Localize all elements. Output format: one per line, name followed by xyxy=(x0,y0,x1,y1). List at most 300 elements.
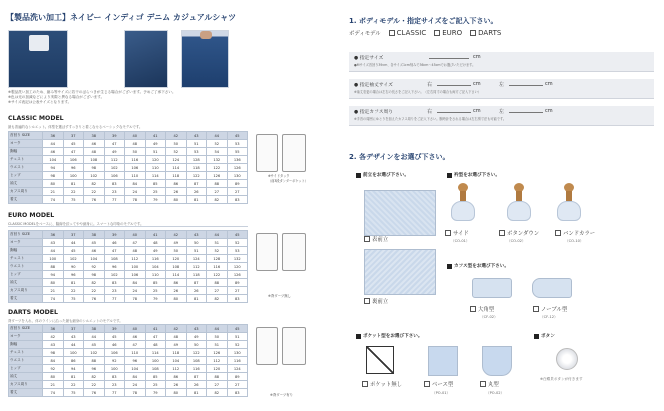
pocket-image-round xyxy=(482,346,512,376)
row-header-cell: 袖丈 xyxy=(9,279,43,287)
shirt-photo-folded xyxy=(8,30,68,88)
size-cell: 21 xyxy=(43,188,64,196)
size-cell: 120 xyxy=(145,156,166,164)
size-cell: 36 xyxy=(43,231,64,239)
size-cell: 50 xyxy=(186,239,207,247)
size-cell: 40 xyxy=(125,132,146,140)
size-cell: 132 xyxy=(227,255,248,263)
table-row xyxy=(9,333,248,341)
size-cell: 94 xyxy=(43,271,64,279)
size-cell: 41 xyxy=(145,231,166,239)
size-cell: 76 xyxy=(84,295,105,303)
row-header-cell: ヨーク xyxy=(9,239,43,247)
bar-label: ● 指定袖丈サイズ xyxy=(354,83,393,88)
size-cell: 51 xyxy=(145,148,166,156)
size-cell: 110 xyxy=(145,164,166,172)
size-cell: 44 xyxy=(207,325,228,333)
table-row xyxy=(9,156,248,164)
size-cell: 100 xyxy=(63,172,84,180)
size-cell: 88 xyxy=(207,279,228,287)
size-cell: 45 xyxy=(84,239,105,247)
table-row xyxy=(9,140,248,148)
checkbox-icon xyxy=(480,381,486,387)
size-cell: 84 xyxy=(43,357,64,365)
size-cell: 132 xyxy=(207,156,228,164)
model-title-darts: DARTS MODEL xyxy=(8,309,58,316)
model-option-euro[interactable]: EURO xyxy=(434,29,462,37)
sleeve-input-bar[interactable]: ● 指定袖丈サイズ 右 cm 左 cm ※袖丈変更の場合は左右の長さをご記入下さい。（左右同寸の場合も両方ご記入下さい） xyxy=(349,79,654,99)
size-cell: 47 xyxy=(125,341,146,349)
row-header-cell: ヨーク xyxy=(9,333,43,341)
size-cell: 22 xyxy=(63,188,84,196)
size-cell: 80 xyxy=(43,180,64,188)
shirt-sketch-back xyxy=(282,233,306,271)
checkbox-icon xyxy=(470,30,476,36)
size-cell: 116 xyxy=(145,255,166,263)
size-cell: 78 xyxy=(125,295,146,303)
no-pocket-icon xyxy=(366,346,394,374)
size-cell: 52 xyxy=(207,140,228,148)
row-header-cell: 袖丈 xyxy=(9,373,43,381)
size-cell: 47 xyxy=(145,333,166,341)
cuff-label: カフス型をお選び下さい。 xyxy=(447,263,509,269)
size-cell: 88 xyxy=(43,263,64,271)
size-cell: 41 xyxy=(145,132,166,140)
notes xyxy=(8,90,338,105)
size-cell: 49 xyxy=(166,341,187,349)
checkbox-icon xyxy=(470,306,476,312)
size-cell: 46 xyxy=(125,333,146,341)
size-cell: 86 xyxy=(166,279,187,287)
collar-option-band[interactable]: バンドカラー xyxy=(555,229,595,237)
size-cell: 84 xyxy=(125,279,146,287)
size-cell: 83 xyxy=(104,373,125,381)
pocket-option-none[interactable]: ポケット無し xyxy=(362,380,402,388)
checkbox-icon xyxy=(362,381,368,387)
row-header-cell: 胸幅 xyxy=(9,247,43,255)
size-cell: 75 xyxy=(63,389,84,397)
size-cell: 108 xyxy=(104,255,125,263)
size-cell: 52 xyxy=(227,341,248,349)
table-row xyxy=(9,180,248,188)
size-cell: 92 xyxy=(43,365,64,373)
size-cell: 120 xyxy=(207,365,228,373)
size-cell: 48 xyxy=(84,148,105,156)
table-row xyxy=(9,349,248,357)
size-cell: 82 xyxy=(84,180,105,188)
size-cell: 82 xyxy=(207,196,228,204)
size-cell: 41 xyxy=(145,325,166,333)
size-cell: 24 xyxy=(125,287,146,295)
shirt-sketch-back xyxy=(282,327,306,365)
body-model-label: ボディモデル xyxy=(349,31,381,37)
checkbox-icon xyxy=(364,236,370,242)
cuff-image-noble xyxy=(532,278,572,298)
square-bullet-icon xyxy=(447,264,452,269)
size-cell: 51 xyxy=(207,239,228,247)
row-header-cell: チェスト xyxy=(9,255,43,263)
size-cell: 22 xyxy=(63,287,84,295)
size-cell: 118 xyxy=(186,271,207,279)
table-row xyxy=(9,172,248,180)
size-cell: 49 xyxy=(166,239,187,247)
model-desc-euro: CLASSIC MODELをベースに、脇線を絞ってやや細身に。スマートな印象のモデルです。 xyxy=(8,222,144,226)
pocket-label: ポケット型をお選び下さい。 xyxy=(356,333,423,339)
size-cell: 45 xyxy=(84,341,105,349)
model-option-darts[interactable]: DARTS xyxy=(470,29,501,37)
pocket-option-base[interactable]: ベース型 xyxy=(424,380,453,388)
row-header-cell: カフス周り xyxy=(9,188,43,196)
size-cell: 21 xyxy=(43,287,64,295)
size-cell: 21 xyxy=(43,381,64,389)
placket-option-back[interactable]: 裏前立 xyxy=(364,297,388,305)
size-cell: 100 xyxy=(104,365,125,373)
cuff-image-square xyxy=(472,278,512,298)
size-cell: 96 xyxy=(125,357,146,365)
shirt-photo-model xyxy=(181,30,229,88)
size-cell: 118 xyxy=(186,164,207,172)
size-cell: 84 xyxy=(125,373,146,381)
size-cell: 87 xyxy=(186,279,207,287)
row-header-cell: ヨーク xyxy=(9,140,43,148)
size-cell: 81 xyxy=(186,295,207,303)
size-cell: 92 xyxy=(104,357,125,365)
size-cell: 78 xyxy=(125,389,146,397)
size-cell: 45 xyxy=(63,140,84,148)
size-cell: 83 xyxy=(227,196,248,204)
size-cell: 26 xyxy=(166,381,187,389)
size-cell: 43 xyxy=(43,341,64,349)
size-cell: 124 xyxy=(186,255,207,263)
size-cell: 38 xyxy=(84,325,105,333)
size-cell: 42 xyxy=(166,231,187,239)
size-cell: 27 xyxy=(207,381,228,389)
model-title-classic: CLASSIC MODEL xyxy=(8,115,64,122)
square-bullet-icon xyxy=(356,334,361,339)
size-cell: 44 xyxy=(43,140,64,148)
product-title: 【製品洗い加工】ネイビー インディゴ デニム カジュアルシャツ xyxy=(6,13,237,22)
note-line: ※サイズ表記は公表サイズとなります。 xyxy=(8,100,72,104)
size-cell: 37 xyxy=(63,325,84,333)
size-cell: 106 xyxy=(63,156,84,164)
size-table-euro xyxy=(8,230,248,303)
size-cell: 27 xyxy=(227,188,248,196)
row-header-cell: ウエスト xyxy=(9,164,43,172)
size-cell: 128 xyxy=(186,156,207,164)
size-cell: 51 xyxy=(186,140,207,148)
row-header-cell: ヒップ xyxy=(9,271,43,279)
cuff-input-bar[interactable]: ● 指定カフス周り 右 cm 左 cm ※手首の周囲にゆとりを加えたカフス周りをご記入下さい。腕時計をされる場合は左右別寸法も可能です。 xyxy=(349,106,654,126)
size-cell: 27 xyxy=(207,188,228,196)
size-cell: 88 xyxy=(207,180,228,188)
size-cell: 92 xyxy=(84,263,105,271)
size-cell: 43 xyxy=(186,231,207,239)
size-cell: 122 xyxy=(207,271,228,279)
table-row xyxy=(9,188,248,196)
size-cell: 24 xyxy=(125,188,146,196)
size-cell: 75 xyxy=(63,196,84,204)
pocket-image-base xyxy=(428,346,458,376)
size-cell: 102 xyxy=(63,255,84,263)
size-cell: 126 xyxy=(207,349,228,357)
size-cell: 88 xyxy=(84,357,105,365)
size-cell: 116 xyxy=(227,357,248,365)
shirt-note-darts: ※背ダーツ有り xyxy=(270,393,294,397)
size-cell: 112 xyxy=(125,255,146,263)
size-cell: 126 xyxy=(207,172,228,180)
size-cell: 51 xyxy=(186,247,207,255)
size-cell: 46 xyxy=(84,140,105,148)
size-cell: 106 xyxy=(104,172,125,180)
size-cell: 23 xyxy=(104,188,125,196)
size-cell: 98 xyxy=(43,349,64,357)
size-cell: 45 xyxy=(63,247,84,255)
table-row xyxy=(9,325,248,333)
row-header-cell: 首回り SIZE xyxy=(9,325,43,333)
size-cell: 50 xyxy=(166,247,187,255)
size-cell: 25 xyxy=(145,287,166,295)
size-cell: 130 xyxy=(227,349,248,357)
table-row xyxy=(9,196,248,204)
size-cell: 128 xyxy=(207,255,228,263)
fabric-swatch xyxy=(364,190,436,236)
table-row xyxy=(9,357,248,365)
size-cell: 26 xyxy=(186,287,207,295)
size-cell: 45 xyxy=(227,231,248,239)
size-cell: 98 xyxy=(84,271,105,279)
size-cell: 102 xyxy=(84,349,105,357)
table-row xyxy=(9,389,248,397)
table-row xyxy=(9,148,248,156)
size-cell: 136 xyxy=(227,156,248,164)
size-cell: 27 xyxy=(227,381,248,389)
size-cell: 104 xyxy=(43,156,64,164)
size-cell: 124 xyxy=(227,365,248,373)
table-row xyxy=(9,239,248,247)
section-1-title: 1. ボディモデル・指定サイズをご記入下さい。 xyxy=(349,17,498,25)
size-cell: 47 xyxy=(104,247,125,255)
size-cell: 79 xyxy=(145,295,166,303)
size-cell: 96 xyxy=(84,365,105,373)
size-cell: 112 xyxy=(104,156,125,164)
size-cell: 114 xyxy=(145,349,166,357)
size-cell: 50 xyxy=(166,140,187,148)
size-cell: 112 xyxy=(166,365,187,373)
size-cell: 49 xyxy=(145,247,166,255)
size-cell: 74 xyxy=(43,295,64,303)
size-cell: 96 xyxy=(63,271,84,279)
size-cell: 124 xyxy=(166,156,187,164)
shell-button-icon xyxy=(556,348,578,370)
size-cell: 104 xyxy=(125,365,146,373)
size-cell: 110 xyxy=(145,271,166,279)
collar-label: 衿型をお選び下さい。 xyxy=(447,172,500,178)
table-row xyxy=(9,255,248,263)
size-cell: 80 xyxy=(43,279,64,287)
table-row xyxy=(9,231,248,239)
shirt-note-euro: ※背ダーツ無し xyxy=(268,294,292,298)
size-cell: 48 xyxy=(125,247,146,255)
size-cell: 52 xyxy=(166,148,187,156)
size-cell: 51 xyxy=(227,333,248,341)
table-row xyxy=(9,271,248,279)
table-row xyxy=(9,381,248,389)
size-cell: 44 xyxy=(84,333,105,341)
size-cell: 44 xyxy=(43,247,64,255)
size-cell: 77 xyxy=(104,389,125,397)
size-cell: 42 xyxy=(43,333,64,341)
shirt-sketch-front xyxy=(256,327,278,365)
size-cell: 108 xyxy=(186,357,207,365)
size-cell: 39 xyxy=(104,325,125,333)
button-label: ボタン xyxy=(534,333,555,339)
size-cell: 94 xyxy=(43,164,64,172)
collar-option-buttondown[interactable]: ボタンダウン xyxy=(499,229,539,237)
size-cell: 44 xyxy=(207,231,228,239)
row-header-cell: カフス周り xyxy=(9,287,43,295)
size-cell: 36 xyxy=(43,325,64,333)
size-cell: 122 xyxy=(186,349,207,357)
bar-label: ● 指定カフス周り xyxy=(354,110,394,115)
size-cell: 85 xyxy=(145,373,166,381)
row-header-cell: チェスト xyxy=(9,156,43,164)
size-cell: 96 xyxy=(104,263,125,271)
size-cell: 100 xyxy=(125,263,146,271)
unit-cm: cm xyxy=(473,54,481,60)
cuff-option-square[interactable]: 大角型 xyxy=(470,305,494,313)
button-note: ※白蝶貝ボタンが付きます xyxy=(540,377,583,381)
row-header-cell: 首回り SIZE xyxy=(9,132,43,140)
size-cell: 43 xyxy=(63,333,84,341)
size-cell: 81 xyxy=(63,180,84,188)
size-cell: 100 xyxy=(63,349,84,357)
body-model-selector xyxy=(349,29,501,37)
size-cell: 48 xyxy=(145,341,166,349)
size-cell: 104 xyxy=(166,357,187,365)
size-cell: 89 xyxy=(227,279,248,287)
size-cell: 36 xyxy=(43,132,64,140)
size-cell: 37 xyxy=(63,132,84,140)
size-cell: 77 xyxy=(104,196,125,204)
placket-option-front[interactable]: 表前立 xyxy=(364,235,388,243)
note-line: ※色は光の加減などにより実際と異なる場合がございます。 xyxy=(8,95,105,99)
cuff-option-noble[interactable]: ノーブル型 xyxy=(533,305,567,313)
row-header-cell: 胸幅 xyxy=(9,148,43,156)
size-cell: 26 xyxy=(166,188,187,196)
square-bullet-icon xyxy=(447,173,452,178)
size-cell: 80 xyxy=(166,196,187,204)
size-cell: 26 xyxy=(186,381,207,389)
size-cell: 79 xyxy=(145,389,166,397)
size-cell: 45 xyxy=(227,132,248,140)
size-cell: 90 xyxy=(63,263,84,271)
size-cell: 53 xyxy=(227,140,248,148)
size-cell: 88 xyxy=(207,373,228,381)
size-cell: 104 xyxy=(84,255,105,263)
size-cell: 22 xyxy=(84,381,105,389)
table-row xyxy=(9,132,248,140)
size-cell: 80 xyxy=(166,389,187,397)
table-row xyxy=(9,164,248,172)
size-cell: 81 xyxy=(63,279,84,287)
size-cell: 26 xyxy=(166,287,187,295)
size-cell: 77 xyxy=(104,295,125,303)
size-cell: 98 xyxy=(84,164,105,172)
size-cell: 47 xyxy=(125,239,146,247)
size-cell: 46 xyxy=(104,341,125,349)
checkbox-icon xyxy=(555,230,561,236)
checkbox-icon xyxy=(499,230,505,236)
size-cell: 43 xyxy=(186,325,207,333)
size-cell: 102 xyxy=(104,271,125,279)
row-header-cell: カフス周り xyxy=(9,381,43,389)
size-cell: 116 xyxy=(186,365,207,373)
size-cell: 80 xyxy=(166,295,187,303)
collar-image-band xyxy=(555,183,583,223)
bar-note: ●Mサイズ首回り39cm、各サイズ1cm刻みで36cm〜45cmでお選びいただけます。 xyxy=(354,63,476,67)
size-cell: 81 xyxy=(63,373,84,381)
table-row xyxy=(9,295,248,303)
size-cell: 42 xyxy=(166,325,187,333)
size-table-darts xyxy=(8,324,248,397)
size-cell: 78 xyxy=(125,196,146,204)
square-bullet-icon xyxy=(356,173,361,178)
size-cell: 42 xyxy=(166,132,187,140)
size-cell: 48 xyxy=(166,333,187,341)
size-cell: 106 xyxy=(104,349,125,357)
size-cell: 100 xyxy=(43,255,64,263)
size-cell: 25 xyxy=(145,381,166,389)
pocket-option-round[interactable]: 丸型 xyxy=(480,380,499,388)
size-cell: 118 xyxy=(166,349,187,357)
size-cell: 39 xyxy=(104,132,125,140)
square-bullet-icon xyxy=(534,334,539,339)
size-cell: 39 xyxy=(104,231,125,239)
size-cell: 108 xyxy=(145,365,166,373)
size-cell: 126 xyxy=(227,164,248,172)
row-header-cell: 着丈 xyxy=(9,196,43,204)
size-cell: 110 xyxy=(125,172,146,180)
size-cell: 86 xyxy=(166,180,187,188)
table-row xyxy=(9,263,248,271)
checkbox-icon xyxy=(364,298,370,304)
size-cell: 82 xyxy=(84,373,105,381)
collar-image-buttondown xyxy=(505,183,533,223)
size-cell: 49 xyxy=(145,140,166,148)
shirt-photo-collar xyxy=(124,30,168,88)
table-row xyxy=(9,365,248,373)
size-input-bar[interactable] xyxy=(349,52,654,72)
table-row xyxy=(9,341,248,349)
size-cell: 53 xyxy=(186,148,207,156)
size-cell: 108 xyxy=(84,156,105,164)
size-cell: 82 xyxy=(207,295,228,303)
collar-option-side[interactable]: サイド xyxy=(445,229,469,237)
collar-image-side xyxy=(449,183,477,223)
bar-note: ※袖丈変更の場合は左右の長さをご記入下さい。（左右同寸の場合も両方ご記入下さい） xyxy=(354,90,481,94)
placket-label: 前立をお選び下さい。 xyxy=(356,172,409,178)
size-cell: 51 xyxy=(207,341,228,349)
size-cell: 130 xyxy=(227,172,248,180)
size-cell: 112 xyxy=(207,357,228,365)
size-cell: 24 xyxy=(125,381,146,389)
model-desc-classic: 最も普遍的なシルエット。体型を選ばずすっきりと着こなせるベーシックなモデルです。 xyxy=(8,125,143,129)
model-option-classic[interactable]: CLASSIC xyxy=(389,29,427,37)
size-cell: 83 xyxy=(104,279,125,287)
size-cell: 108 xyxy=(166,263,187,271)
size-cell: 55 xyxy=(227,148,248,156)
size-cell: 87 xyxy=(186,180,207,188)
